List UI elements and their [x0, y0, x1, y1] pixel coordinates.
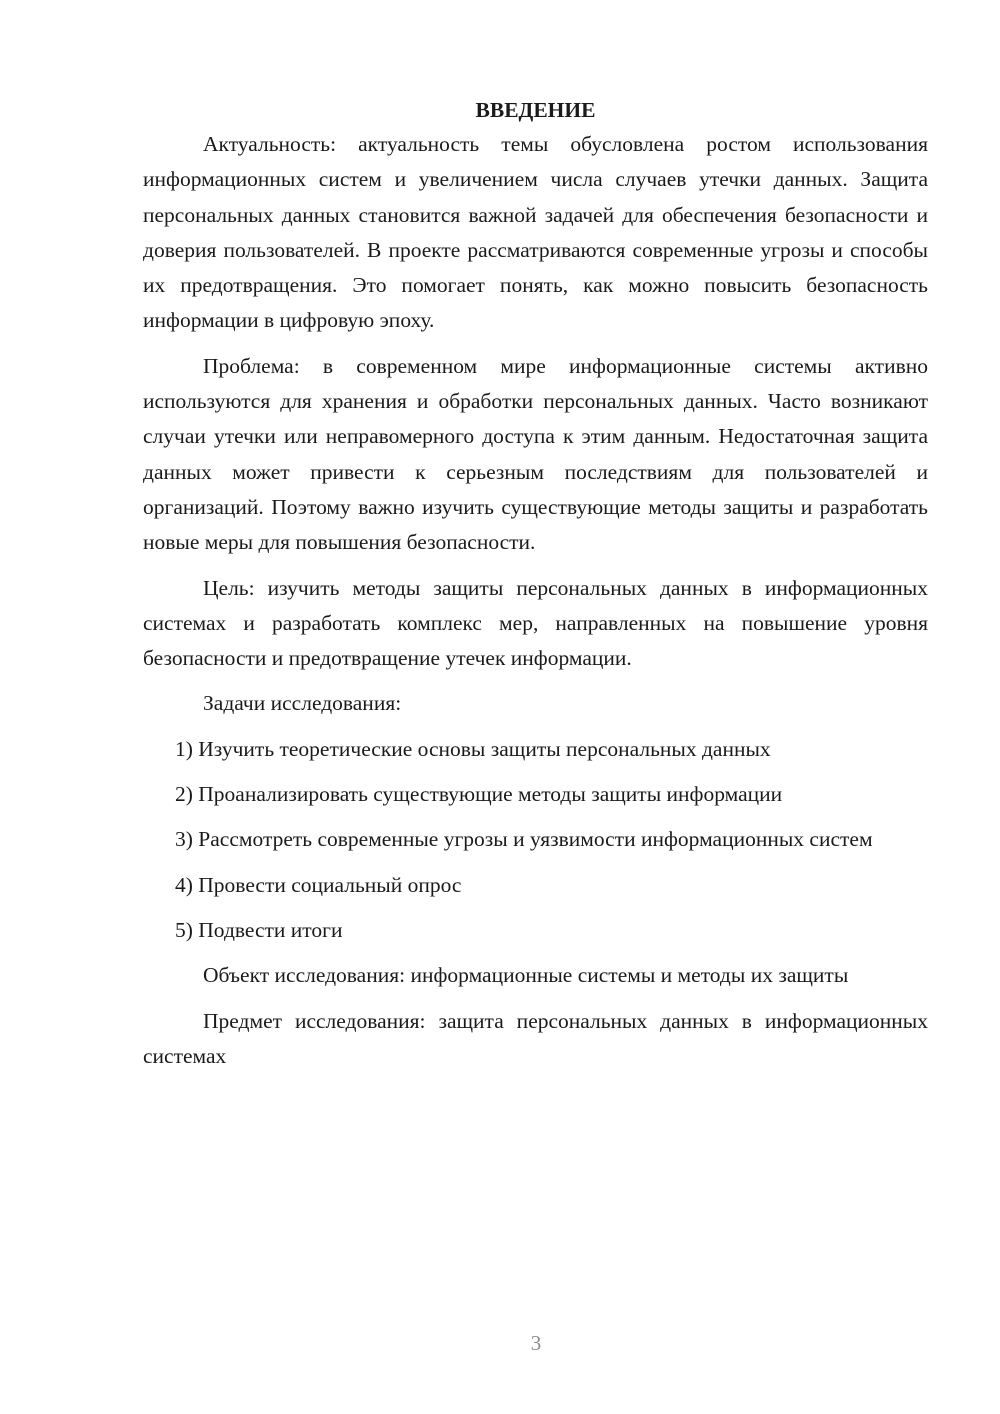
subject-paragraph: Предмет исследования: защита персональных данных в информационных системах: [143, 1008, 928, 1068]
relevance-paragraph: Актуальность: актуальность темы обусловлена ростом использования информационных систем и увеличением числа случаев утечки данных. Защита персональных данных становится важной задачей для обеспечения безопасности и доверия пользователей. В проекте рассматриваются современные угрозы и способы их предотвращения. Это помогает понять, как можно повысить безопасность информации в цифровую эпоху.: [143, 132, 928, 333]
task-item-4: 4) Провести социальный опрос: [175, 872, 462, 897]
problem-paragraph: Проблема: в современном мире информационные системы активно используются для хранения и обработки персональных данных. Часто возникают случаи утечки или неправомерного доступа к этим данным. Недостаточная защита данных может привести к серьезным последствиям для пользователей и организаций. Поэтому важно изучить существующие методы защиты и разработать новые меры для повышения безопасности.: [143, 353, 928, 555]
tasks-heading: Задачи исследования:: [203, 691, 402, 716]
task-item-5: 5) Подвести итоги: [175, 917, 343, 942]
task-item-3: 3) Рассмотреть современные угрозы и уязвимости информационных систем: [175, 827, 873, 852]
task-item-2: 2) Проанализировать существующие методы защиты информации: [175, 782, 783, 807]
document-page: [143, 92, 928, 1084]
page-number: 3: [530, 1331, 542, 1355]
task-item-1: 1) Изучить теоретические основы защиты персональных данных: [175, 736, 771, 761]
goal-paragraph: Цель: изучить методы защиты персональных данных в информационных системах и разработать комплекс мер, направленных на повышение уровня безопасности и предотвращение утечек информации.: [143, 575, 928, 671]
page-title: ВВЕДЕНИЕ: [475, 98, 596, 122]
object-paragraph: Объект исследования: информационные системы и методы их защиты: [203, 963, 849, 988]
